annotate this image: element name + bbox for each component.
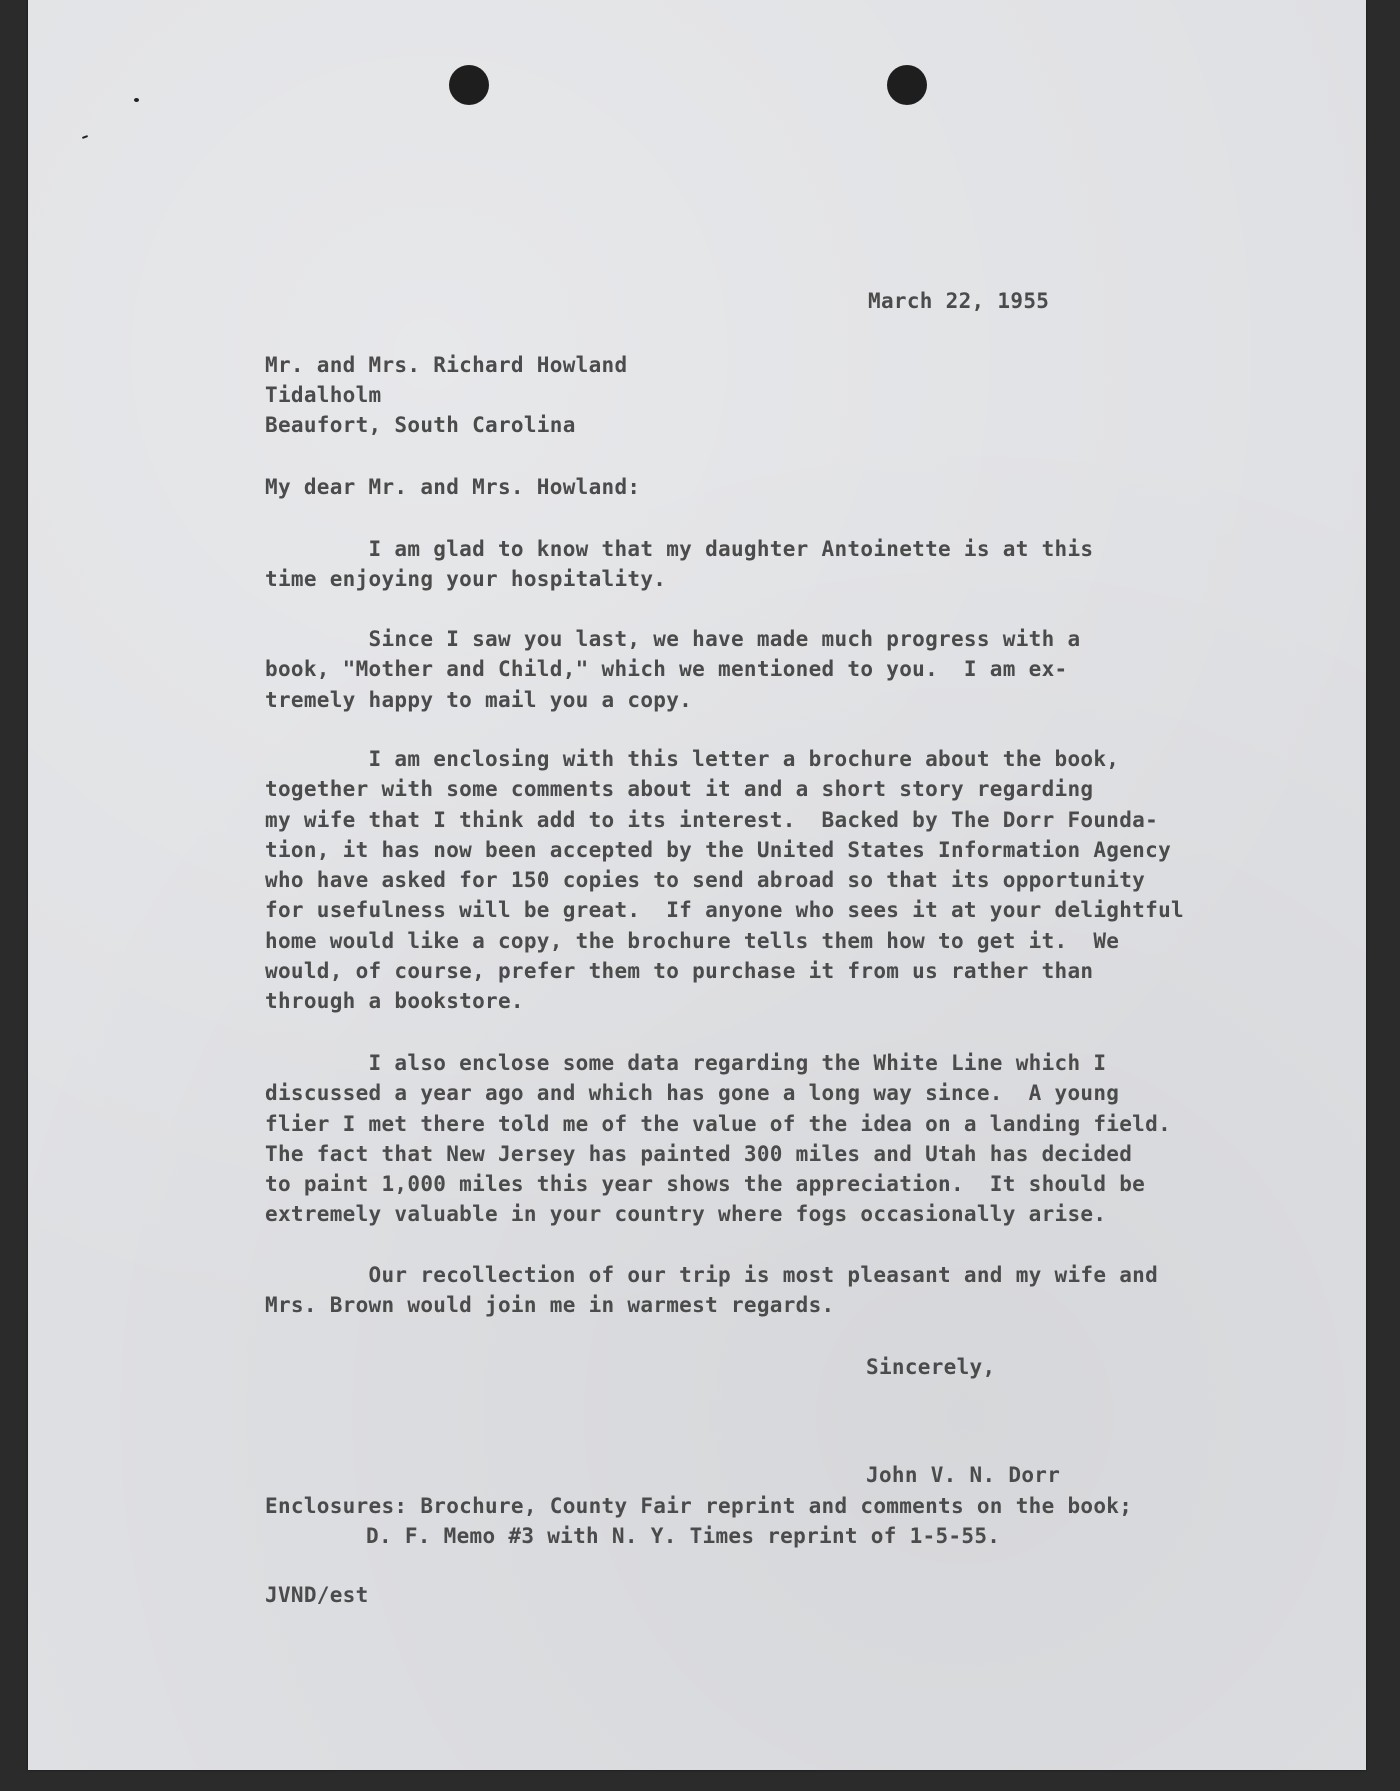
address-line-1: Mr. and Mrs. Richard Howland <box>265 353 628 377</box>
paragraph-line: book, "Mother and Child," which we mentioned to you. I am ex- <box>265 657 1068 682</box>
paragraph-line: I am enclosing with this letter a brochure about the book, <box>265 747 1120 771</box>
paragraph-line: would, of course, prefer them to purchase it from us rather than <box>265 959 1094 984</box>
paragraph-line: who have asked for 150 copies to send abroad so that its opportunity <box>265 868 1146 893</box>
address-line-3: Beaufort, South Carolina <box>265 413 576 437</box>
closing: Sincerely, <box>866 1355 996 1379</box>
paper-speck <box>82 135 88 139</box>
paragraph-line: through a bookstore. <box>265 989 524 1014</box>
paragraph-2 <box>265 624 1245 715</box>
paragraph-4 <box>265 1048 1245 1230</box>
paragraph-line: to paint 1,000 miles this year shows the appreciation. It should be <box>265 1172 1146 1197</box>
paragraph-line: I also enclose some data regarding the White Line which I <box>265 1051 1107 1075</box>
paragraph-line: time enjoying your hospitality. <box>265 567 667 592</box>
paragraph-line: tremely happy to mail you a copy. <box>265 687 693 712</box>
paragraph-line: my wife that I think add to its interest. Backed by The Dorr Founda- <box>265 807 1159 832</box>
punch-hole-left <box>449 65 489 105</box>
paragraph-line: I am glad to know that my daughter Antoinette is at this <box>265 537 1094 561</box>
paragraph-line: extremely valuable in your country where fogs occasionally arise. <box>265 1202 1107 1227</box>
address-line-2: Tidalholm <box>265 383 382 407</box>
paragraph-line: The fact that New Jersey has painted 300 miles and Utah has decided <box>265 1141 1133 1166</box>
salutation: My dear Mr. and Mrs. Howland: <box>265 475 641 499</box>
paragraph-line: together with some comments about it and a short story regarding <box>265 777 1094 802</box>
enclosures-line-1: Enclosures: Brochure, County Fair reprint and comments on the book; <box>265 1494 1133 1518</box>
signer-name: John V. N. Dorr <box>866 1463 1061 1487</box>
paragraph-line: Our recollection of our trip is most pleasant and my wife and <box>265 1263 1159 1287</box>
paragraph-line: home would like a copy, the brochure tells them how to get it. We <box>265 928 1120 953</box>
punch-hole-right <box>887 65 927 105</box>
paragraph-line: flier I met there told me of the value of the idea on a landing field. <box>265 1111 1172 1136</box>
paper-speck <box>134 98 139 102</box>
paragraph-3 <box>265 744 1245 1017</box>
paragraph-5 <box>265 1260 1245 1321</box>
paragraph-line: Mrs. Brown would join me in warmest regards. <box>265 1293 835 1318</box>
enclosures-line-2: D. F. Memo #3 with N. Y. Times reprint of 1-5-55. <box>366 1524 1001 1548</box>
typist-initials: JVND/est <box>265 1583 369 1607</box>
letter-sheet <box>28 0 1366 1770</box>
paragraph-1 <box>265 534 1245 595</box>
paragraph-line: for usefulness will be great. If anyone who sees it at your delightful <box>265 898 1184 923</box>
paragraph-line: Since I saw you last, we have made much progress with a <box>265 627 1081 651</box>
paragraph-line: discussed a year ago and which has gone a long way since. A young <box>265 1081 1120 1106</box>
letter-date: March 22, 1955 <box>868 289 1050 313</box>
paragraph-line: tion, it has now been accepted by the United States Information Agency <box>265 837 1172 862</box>
